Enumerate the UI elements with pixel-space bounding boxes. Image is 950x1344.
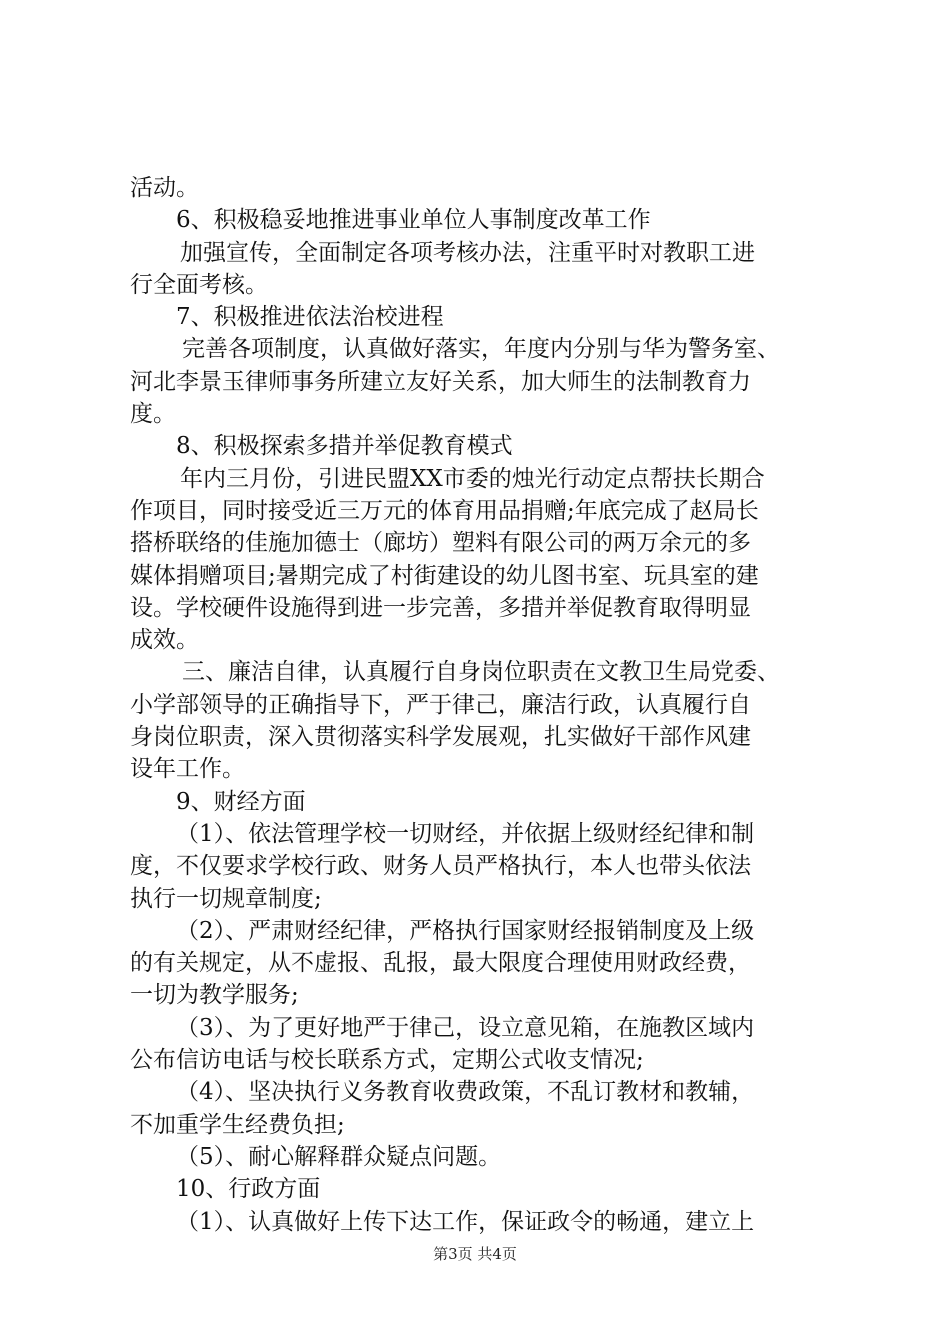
text-line: （4）、坚决执行义务教育收费政策，不乱订教材和教辅， [176,1079,755,1106]
text-line: 设。学校硬件设施得到进一步完善，多措并举促教育取得明显 [130,594,751,621]
text-line: （3）、为了更好地严于律己，设立意见箱，在施教区域内 [176,1014,755,1041]
text-line: 6、积极稳妥地推进事业单位人事制度改革工作 [176,207,651,234]
text-line: 不加重学生经费负担; [130,1111,345,1138]
text-line: 成效。 [130,627,199,654]
text-line: 行全面考核。 [130,271,268,298]
text-line: 小学部领导的正确指导下，严于律己，廉洁行政，认真履行自 [130,691,751,718]
text-line: 完善各项制度，认真做好落实，年度内分别与华为警务室、 [182,336,780,363]
page-footer: 第3页 共4页 [433,1245,517,1263]
text-line: 身岗位职责，深入贯彻落实科学发展观，扎实做好干部作风建 [130,724,751,751]
text-line: 度，不仅要求学校行政、财务人员严格执行，本人也带头依法 [130,853,751,880]
text-line: 度。 [130,401,176,428]
text-line: 年内三月份，引进民盟XX市委的烛光行动定点帮扶长期合 [180,465,765,492]
text-line: （1）、认真做好上传下达工作，保证政令的畅通，建立上 [176,1208,755,1235]
text-line: 作项目，同时接受近三万元的体育用品捐赠;年底完成了赵局长 [130,497,759,524]
text-line: 河北李景玉律师事务所建立友好关系，加大师生的法制教育力 [130,368,751,395]
text-line: 设年工作。 [130,756,245,783]
text-line: 9、财经方面 [176,788,306,815]
text-line: 加强宣传，全面制定各项考核办法，注重平时对教职工进 [180,239,755,266]
text-line: （2）、严肃财经纪律，严格执行国家财经报销制度及上级 [176,917,755,944]
text-line: 三、廉洁自律，认真履行自身岗位职责在文教卫生局党委、 [182,659,780,686]
text-line: 媒体捐赠项目;暑期完成了村街建设的幼儿图书室、玩具室的建 [130,562,759,589]
text-line: 搭桥联络的佳施加德士（廊坊）塑料有限公司的两万余元的多 [130,530,751,557]
text-line: 8、积极探索多措并举促教育模式 [176,433,513,460]
text-line: （5）、耐心解释群众疑点问题。 [176,1143,502,1170]
document-body [130,172,830,1238]
text-line: 的有关规定，从不虚报、乱报，最大限度合理使用财政经费， [130,950,751,977]
text-line: 活动。 [130,175,199,201]
text-line: （1）、依法管理学校一切财经，并依据上级财经纪律和制 [176,820,755,847]
text-line: 一切为教学服务; [130,982,299,1009]
text-line: 7、积极推进依法治校进程 [176,304,444,331]
text-line: 公布信访电话与校长联系方式，定期公式收支情况; [130,1047,644,1074]
text-line: 执行一切规章制度; [130,885,322,912]
text-line: 10、行政方面 [176,1176,321,1203]
